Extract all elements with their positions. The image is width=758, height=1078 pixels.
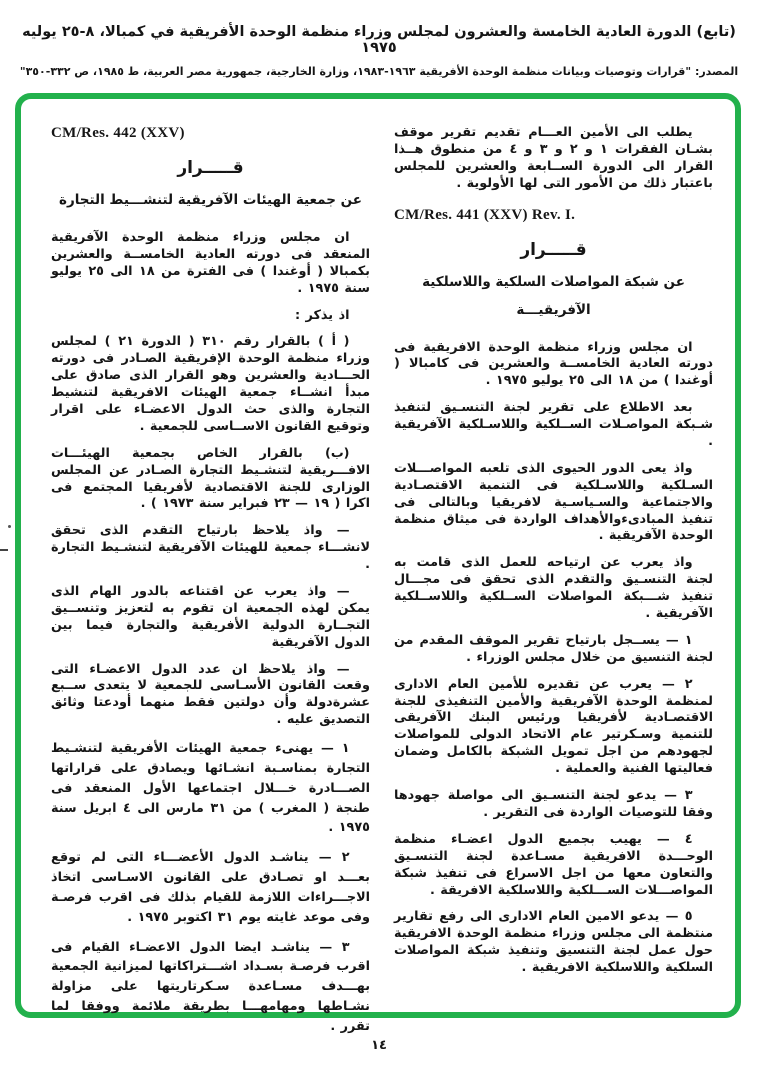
numbered-item-5: ٥ — يدعو الامين العام الادارى الى رفع تقارير منتظمة الى مجلس وزراء منظمة الوحدة الافريقية حول عمل لجنة التنسيق وتنفيذ شبكة المواصلات السلكية واللاسلكية الافريقية . [394, 909, 713, 976]
dash-paragraph: — واذ يلاحظ بارتياح التقدم الذى تحقق لانشـــاء جمعية للهيئات الآفريقية لتنشـيط التجارة . [51, 523, 370, 573]
session-title: (تابع) الدورة العادية الخامسة والعشرون لمجلس وزراء منظمة الوحدة الأفريقية في كمبالا، ٨-٢٥ يوليه ١٩٧٥ [22, 24, 736, 56]
resolution-subtitle: عن جمعية الهيئات الآفريقية لتنشـــيط التجارة [58, 192, 363, 208]
dash-paragraph: — واذ يعرب عن اقتناعه بالدور الهام الذى يمكن لهذه الجمعية ان تقوم به لتعزيز وتنســيق التجــارة الدولية الأفريقية والتجارة فيما بين الدول الآفريقية [51, 584, 370, 650]
numbered-item-2: ٢ — يناشـد الدول الأعضـــاء التى لم توقع بعـــد او تصـادق على القانون الاسـاسى اتخاذ الاجـــراءات اللازمة للقيام بذلك فى اقرب فرصـة وفى موعد غايته يوم ٣١ اكتوبر ١٩٧٥ . [51, 850, 370, 925]
resolution-ref-441: CM/Res. 441 (XXV) Rev. I. [394, 206, 576, 223]
numbered-item-3: ٣ — يناشـد ايضا الدول الاعضـاء القيام فى اقرب فرصـة بسـداد اشـــتراكاتها لميزانية الجمعية بهـــدف مسـاعدة سـكرتاريتها على مزاولة نشـاطها ومهامهـــا بطريقة ملائمة ووفقا لما تقرر . [51, 939, 370, 1034]
numbered-item-3: ٣ — يدعو لجنة التنسـيق الى مواصلة جهودها وفقا للتوصيات الواردة فى التقرير . [394, 788, 713, 820]
numbered-item-4: ٤ — يهيب بجميع الدول اعضـاء منظمة الوحـــدة الافريقية مسـاعدة لجنة التنسـيق والتعاون معها من اجل الاسراع فى تنفيذ شبكة المواصـــلات الســـلكية واللاسلكية الافريقة . [394, 831, 713, 898]
paragraph: ان مجلس وزراء منظمة الوحدة الافريقية فى دورته العادية الخامســة والعشرين فى كامبالا ( أوغندا ) من ١٨ الى ٢٥ يوليو ١٩٧٥ . [394, 339, 713, 389]
resolution-subtitle-line2: الآفريقيـــة [516, 301, 591, 318]
scan-artifact-dot [8, 525, 11, 528]
numbered-item-1: ١ — يســجل بارتياح تقرير الموقف المقدم من لجنة التنسيق من خلال مجلس الوزراء . [394, 632, 713, 665]
document-header [12, 24, 746, 78]
scan-artifact-dash [0, 549, 8, 551]
two-column-layout [51, 125, 713, 1034]
recall-item-a: ( أ ) بالقرار رقم ٣١٠ ( الدورة ٢١ ) لمجلس وزراء منظمة الوحدة الإفريقية الصـادر فى دورته الحـــادية والعشرين وهو القرار الذى صادق على مبدأ انشــاء جمعية الهيئات الافريقية لتنشيط التجارة والذى حث الدول الاعضـاء على اقرار وتوقيع القانون الاســاسى للجمعية . [51, 334, 370, 434]
resolution-ref-442: CM/Res. 442 (XXV) [51, 125, 185, 141]
paragraph: واذ يعرب عن ارتياحه للعمل الذى قامت به لجنة التنسـيق والتقدم الذى تحقق فى مجـــال تنفيذ شـــبكة المواصلات الســلكية واللاســلكية الآفريقية . [394, 555, 713, 622]
numbered-item-2: ٢ — يعرب عن تقديره للأمين العام الادارى لمنظمة الوحدة الآفريقية والأمين التنفيذى للجنة الاقتصـادية لأفريقيا ورئيس البنك الآفريقى للتنمية وسـكرتير عام الاتحاد الدولى للمواصلات لجهودهم من اجل تمويل الشبكة بالكامل وضمان فعاليتها الفنية والعملية . [394, 676, 713, 777]
column-left-res442 [51, 125, 370, 1034]
resolution-subtitle-line1: عن شبكة المواصلات السلكية واللاسلكية [422, 273, 685, 290]
recall-item-b: (ب) بالقرار الخاص بجمعية الهيئـــات الافـــريقية لتنشـيط التجارة الصـادر عن المجلس الوزارى للجنة الاقتصادية لأفريقيا المجتمع فى اكرا ( ١٩ — ٢٣ فبراير سنة ١٩٧٣ ) . [51, 445, 370, 512]
column-right-res441 [394, 125, 713, 998]
dash-paragraph: — واذ يلاحظ ان عدد الدول الاعضـاء التى وقعت القانون الأسـاسى للجمعية لا يتعدى ســبع عشرةدولة وأن دولتين فقط منهما أودعتا وثائق التصديق عليه . [51, 661, 370, 728]
green-border-frame [15, 93, 741, 1034]
recall-lead: اذ يذكر : [294, 307, 350, 323]
source-citation: المصدر: "قرارات وتوصيات وبيانات منظمة الوحدة الأفريقية ١٩٦٣-١٩٨٣، وزارة الخارجية، جمهورية مصر العربية، ط ١٩٨٥، ص ٣٣٢-٣٥٠" [19, 65, 739, 78]
numbered-item-1: ١ — يهنىء جمعية الهيئات الأفريقية لتنشـيط التجارة بمناسـبة انشـائها ويصادق على قراراتها الصـــادرة خـــلال اجتماعها الأول المنعقد فى طنجة ( المغرب ) من ٣١ مارس الى ٤ ابريل سنة ١٩٧٥ . [51, 741, 370, 836]
paragraph: ان مجلس وزراء منظمة الوحدة الآفريقية المنعقد فى دورته العادية الخامســة والعشرين بكمبالا ( أوغندا ) فى الفترة من ١٨ الى ٢٥ يوليو سنة ١٩٧٥ . [51, 230, 370, 296]
continuation-paragraph: يطلب الى الأمين العـــام تقديم تقرير موقف بشـان الفقرات ١ و ٢ و ٣ و ٤ من منطوق هــذا القرار الى الدورة الســابعة والعشرين للمجلس باعتبار ذلك من الأمور التى لها الأولوية . [394, 125, 713, 191]
page-number: ١٤ [371, 1038, 387, 1053]
resolution-title: قـــــرار [520, 239, 587, 260]
paragraph: واذ يعى الدور الحيوى الذى تلعبه المواصـــلات السـلكية واللاسـلكية فى التنمية الاقتصـادية والاجتماعية والسـياسـية لافريقيا وبالتالى فى تنفيذ المبادىءوالأهداف الواردة فى ميثاق منظمة الوحدة الآفريقية . [394, 460, 713, 544]
resolution-title: قـــــرار [177, 158, 244, 178]
paragraph: بعد الاطلاع على تقرير لجنة التنسـيق لتنفيذ شـبكة المواصـلات الســلكية واللاسـلكية الآفريقية . [394, 400, 713, 450]
